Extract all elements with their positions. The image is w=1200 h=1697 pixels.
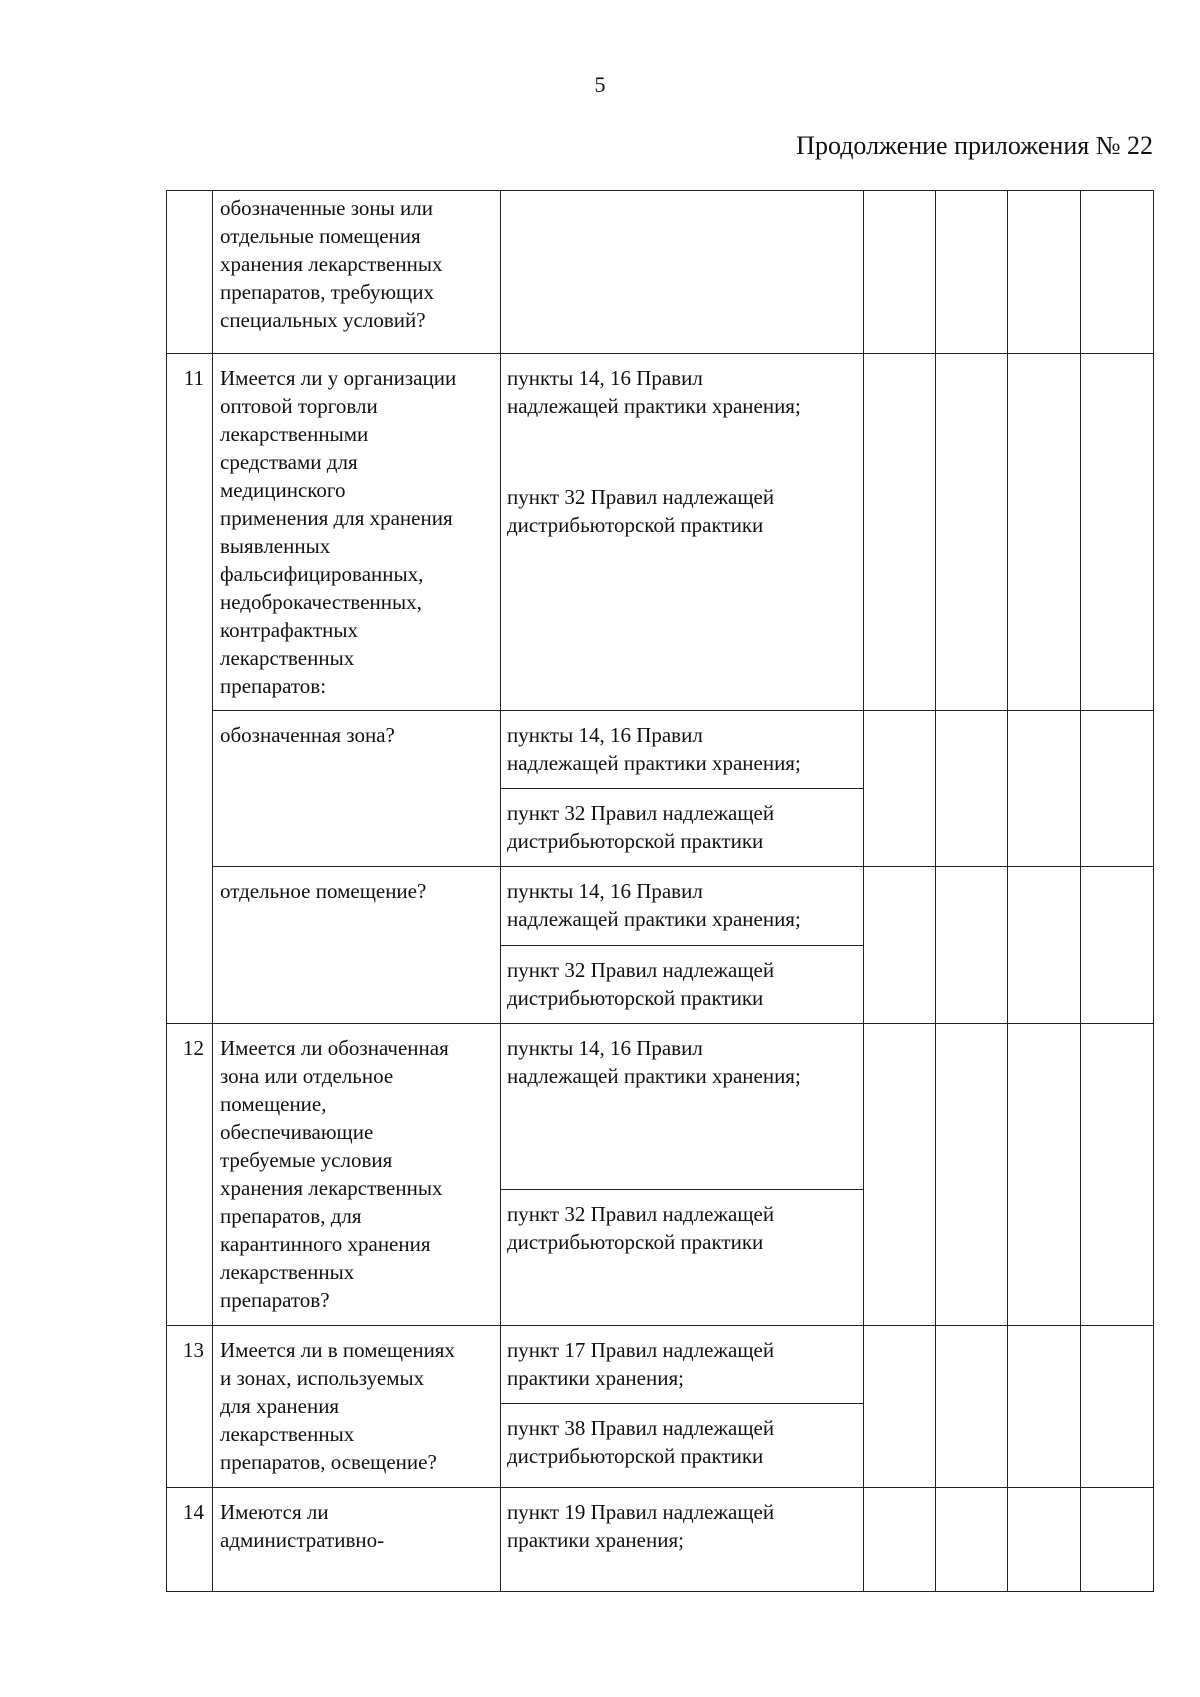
answer-cell	[1081, 1023, 1154, 1325]
table-row	[167, 1023, 1154, 1189]
question-cell: обозначенная зона?	[213, 711, 501, 867]
question-cell: обозначенные зоны или отдельные помещения хранения лекарственных препаратов, требующих специальных условий?	[213, 191, 501, 354]
checklist-table	[166, 190, 1154, 1592]
table-row	[167, 354, 1154, 711]
answer-cell	[864, 1325, 936, 1487]
question-cell: Имеется ли в помещениях и зонах, используемых для хранения лекарственных препаратов, освещение?	[213, 1325, 501, 1487]
answer-cell	[1081, 354, 1154, 711]
reference-cell	[501, 354, 864, 711]
answer-cell	[864, 191, 936, 354]
question-cell: Имеется ли обозначенная зона или отдельное помещение, обеспечивающие требуемые условия хранения лекарственных препаратов, для карантинного хранения лекарственных препаратов?	[213, 1023, 501, 1325]
item-number-cell: 11	[167, 354, 213, 1023]
answer-cell	[936, 191, 1008, 354]
answer-cell	[1081, 711, 1154, 867]
item-number-cell: 12	[167, 1023, 213, 1325]
answer-cell	[864, 354, 936, 711]
answer-cell	[1008, 354, 1081, 711]
reference-cell: пункт 32 Правил надлежащей дистрибьюторской практики	[501, 1189, 864, 1325]
question-cell: Имеется ли у организации оптовой торговли лекарственными средствами для медицинского применения для хранения выявленных фальсифицированных, недоброкачественных, контрафактных лекарственных препаратов:	[213, 354, 501, 711]
reference-text: пункт 32 Правил надлежащей дистрибьюторской практики	[507, 485, 775, 538]
item-number-cell: 13	[167, 1325, 213, 1487]
answer-cell	[1081, 191, 1154, 354]
reference-cell: пункт 19 Правил надлежащей практики хранения;	[501, 1487, 864, 1591]
item-number-cell: 14	[167, 1487, 213, 1591]
answer-cell	[864, 867, 936, 1023]
question-cell: Имеются ли административно-	[213, 1487, 501, 1591]
question-cell: отдельное помещение?	[213, 867, 501, 1023]
answer-cell	[1008, 191, 1081, 354]
answer-cell	[1081, 1487, 1154, 1591]
reference-cell	[501, 191, 864, 354]
answer-cell	[936, 1023, 1008, 1325]
answer-cell	[1008, 1487, 1081, 1591]
appendix-continuation-heading: Продолжение приложения № 22	[796, 131, 1153, 160]
reference-cell: пункт 32 Правил надлежащей дистрибьюторской практики	[501, 789, 864, 867]
answer-cell	[864, 1487, 936, 1591]
reference-cell: пункт 38 Правил надлежащей дистрибьюторской практики	[501, 1403, 864, 1487]
answer-cell	[1081, 1325, 1154, 1487]
item-number-cell	[167, 191, 213, 354]
table-row	[167, 867, 1154, 945]
table-row	[167, 711, 1154, 789]
page-number: 5	[594, 72, 606, 97]
reference-cell: пункт 17 Правил надлежащей практики хранения;	[501, 1325, 864, 1403]
answer-cell	[1081, 867, 1154, 1023]
reference-cell: пункты 14, 16 Правил надлежащей практики хранения;	[501, 711, 864, 789]
answer-cell	[1008, 867, 1081, 1023]
reference-cell: пункт 32 Правил надлежащей дистрибьюторской практики	[501, 945, 864, 1023]
answer-cell	[864, 711, 936, 867]
reference-cell: пункты 14, 16 Правил надлежащей практики хранения;	[501, 867, 864, 945]
answer-cell	[936, 711, 1008, 867]
reference-text: пункты 14, 16 Правил надлежащей практики хранения;	[507, 366, 801, 419]
answer-cell	[1008, 1023, 1081, 1325]
answer-cell	[936, 354, 1008, 711]
table-row	[167, 1487, 1154, 1591]
answer-cell	[864, 1023, 936, 1325]
table-row	[167, 191, 1154, 354]
reference-cell: пункты 14, 16 Правил надлежащей практики хранения;	[501, 1023, 864, 1189]
answer-cell	[1008, 711, 1081, 867]
table-row	[167, 1325, 1154, 1403]
answer-cell	[1008, 1325, 1081, 1487]
answer-cell	[936, 1325, 1008, 1487]
answer-cell	[936, 1487, 1008, 1591]
answer-cell	[936, 867, 1008, 1023]
